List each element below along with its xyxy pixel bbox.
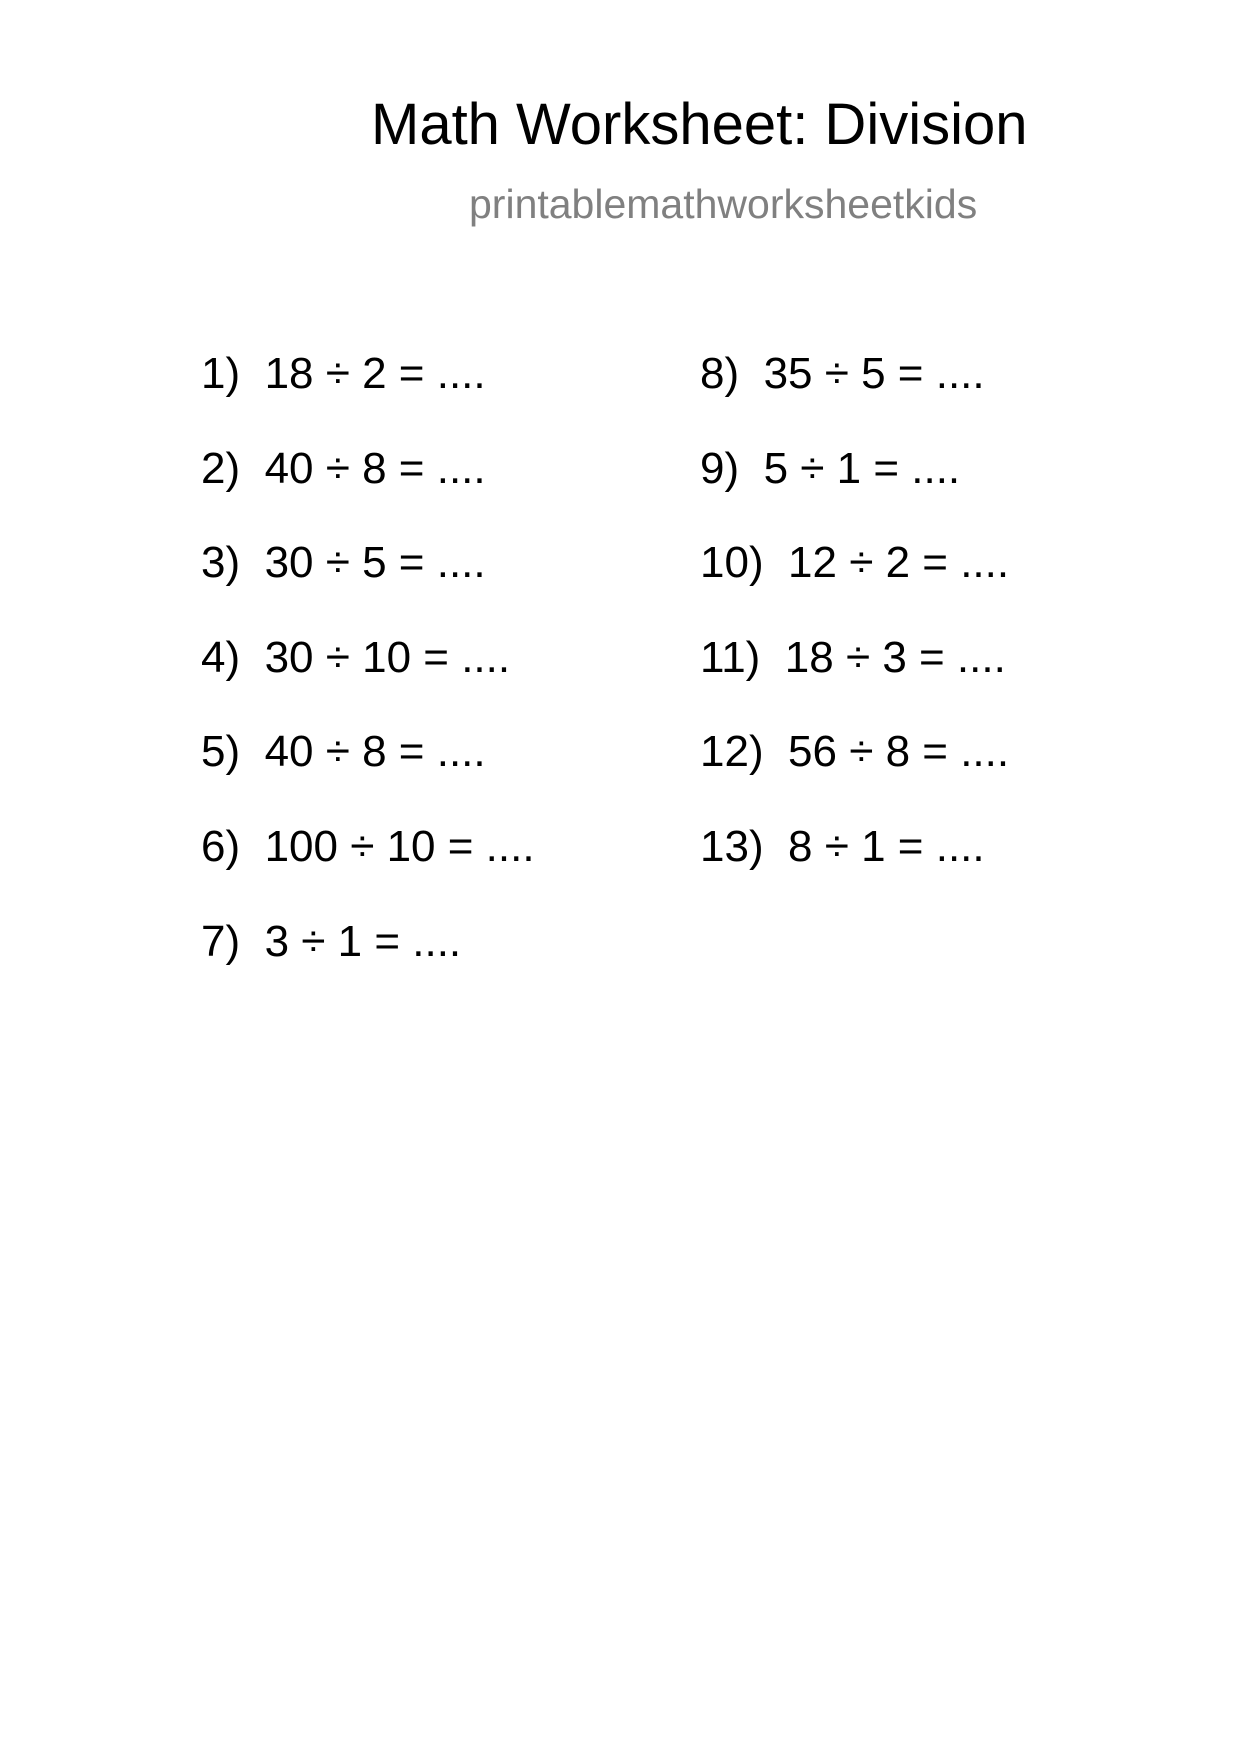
problem-12: 12) 56 ÷ 8 = .... <box>700 727 1010 777</box>
problem-10: 10) 12 ÷ 2 = .... <box>700 538 1010 588</box>
page-title: Math Worksheet: Division <box>371 92 1028 157</box>
problem-11: 11) 18 ÷ 3 = .... <box>700 632 1006 682</box>
problem-4: 4) 30 ÷ 10 = .... <box>201 632 511 682</box>
problem-5: 5) 40 ÷ 8 = .... <box>201 727 486 777</box>
problem-1: 1) 18 ÷ 2 = .... <box>201 349 486 398</box>
problem-9: 9) 5 ÷ 1 = .... <box>700 443 961 493</box>
problems-left-column <box>201 349 535 1014</box>
problem-6: 6) 100 ÷ 10 = .... <box>201 821 535 871</box>
problem-7: 7) 3 ÷ 1 = .... <box>201 916 462 966</box>
problem-13: 13) 8 ÷ 1 = .... <box>700 821 985 871</box>
problem-8: 8) 35 ÷ 5 = .... <box>700 349 985 398</box>
problems-right-column <box>700 349 1010 920</box>
problem-3: 3) 30 ÷ 5 = .... <box>201 538 486 588</box>
site-name: printablemathworksheetkids <box>469 181 978 227</box>
problem-2: 2) 40 ÷ 8 = .... <box>201 443 486 493</box>
